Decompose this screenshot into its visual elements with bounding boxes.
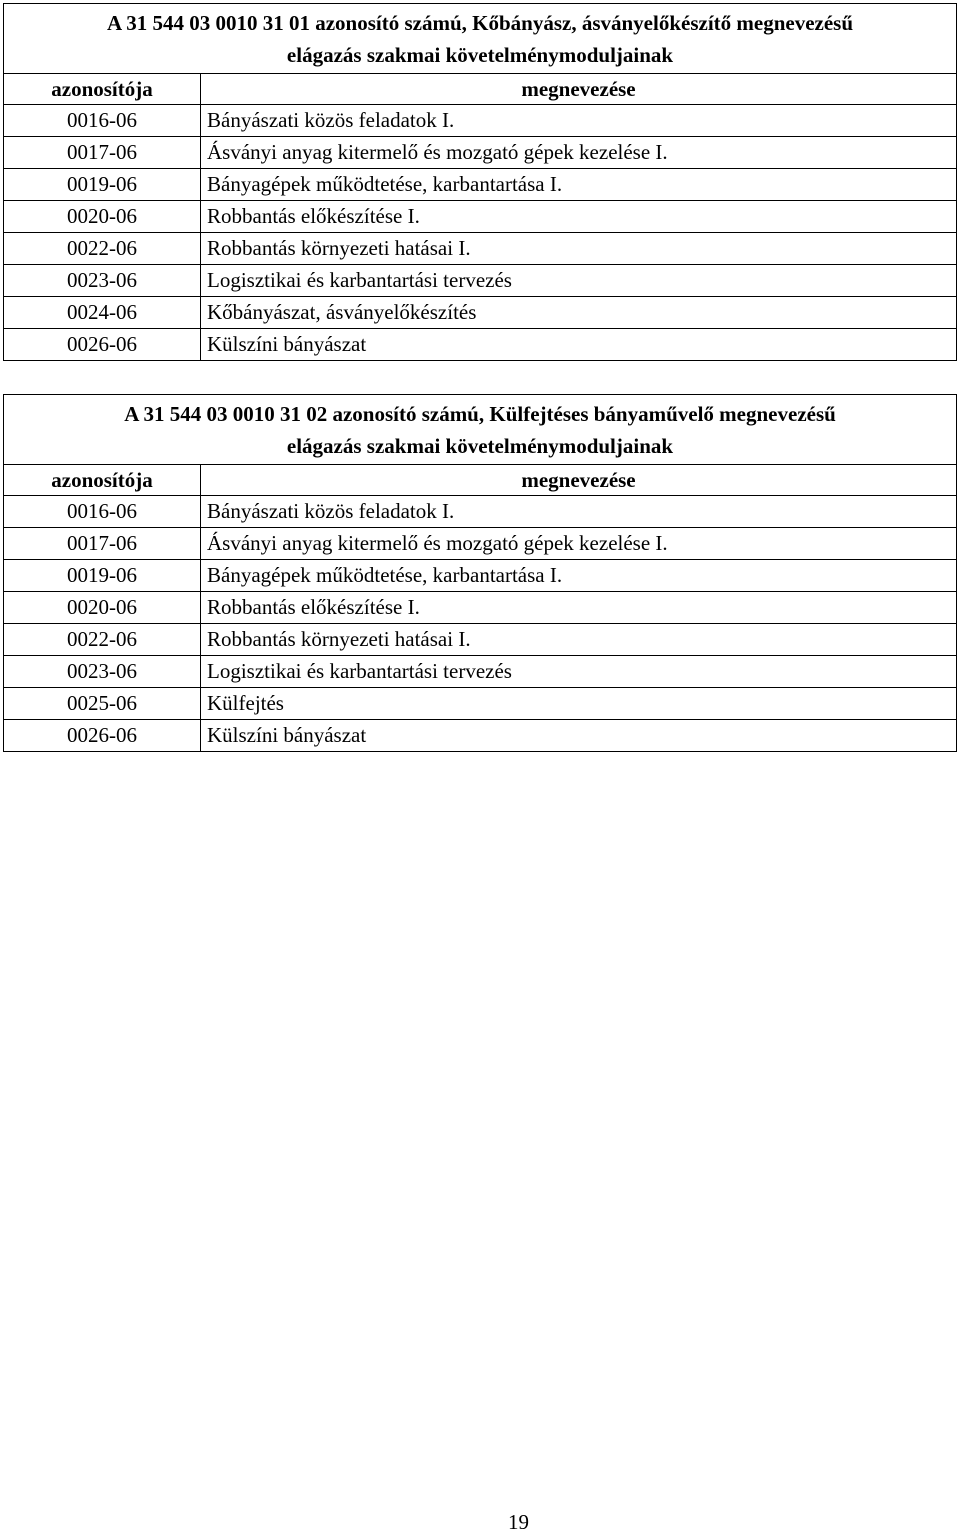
table-row [4, 656, 957, 688]
module-name: Logisztikai és karbantartási tervezés [201, 265, 957, 297]
module-code: 0024-06 [4, 297, 201, 329]
module-code: 0020-06 [4, 592, 201, 624]
table-row [4, 688, 957, 720]
module-code: 0016-06 [4, 496, 201, 528]
table-row [4, 233, 957, 265]
column-header-code: azonosítója [4, 465, 201, 496]
table-row [4, 297, 957, 329]
module-code: 0022-06 [4, 233, 201, 265]
table-row [4, 137, 957, 169]
column-header-name: megnevezése [201, 465, 957, 496]
module-name: Kőbányászat, ásványelőkészítés [201, 297, 957, 329]
table-row [4, 265, 957, 297]
module-name: Robbantás környezeti hatásai I. [201, 233, 957, 265]
module-name: Robbantás előkészítése I. [201, 592, 957, 624]
table-row [4, 169, 957, 201]
table-row [4, 560, 957, 592]
module-name: Bányászati közös feladatok I. [201, 105, 957, 137]
table-row [4, 624, 957, 656]
table-row [4, 329, 957, 361]
table-row [4, 720, 957, 752]
module-code: 0025-06 [4, 688, 201, 720]
table-title-line-1: A 31 544 03 0010 31 01 azonosító számú, Kőbányász, ásványelőkészítő megnevezésű [106, 10, 854, 35]
table-header-row [4, 465, 957, 496]
module-code: 0023-06 [4, 656, 201, 688]
module-name: Külfejtés [201, 688, 957, 720]
column-header-code: azonosítója [4, 74, 201, 105]
table-row [4, 528, 957, 560]
table-row [4, 201, 957, 233]
module-name: Ásványi anyag kitermelő és mozgató gépek kezelése I. [201, 137, 957, 169]
module-code: 0019-06 [4, 169, 201, 201]
module-code: 0020-06 [4, 201, 201, 233]
module-code: 0017-06 [4, 528, 201, 560]
module-code: 0026-06 [4, 329, 201, 361]
module-code: 0022-06 [4, 624, 201, 656]
page-number: 19 [508, 1510, 529, 1534]
table-title-row [4, 395, 957, 465]
table-title-line-2: elágazás szakmai követelménymoduljainak [286, 42, 674, 67]
module-table-02 [3, 394, 957, 752]
module-name: Logisztikai és karbantartási tervezés [201, 656, 957, 688]
module-name: Robbantás környezeti hatásai I. [201, 624, 957, 656]
module-name: Külszíni bányászat [201, 329, 957, 361]
table-row [4, 105, 957, 137]
module-name: Külszíni bányászat [201, 720, 957, 752]
column-header-name: megnevezése [201, 74, 957, 105]
module-code: 0026-06 [4, 720, 201, 752]
table-title [4, 4, 957, 74]
module-code: 0016-06 [4, 105, 201, 137]
table-title-row [4, 4, 957, 74]
module-code: 0019-06 [4, 560, 201, 592]
module-table-01 [3, 3, 957, 361]
table-title-line-1: A 31 544 03 0010 31 02 azonosító számú, Külfejtéses bányaművelő megnevezésű [124, 401, 836, 426]
module-name: Robbantás előkészítése I. [201, 201, 957, 233]
module-name: Bányászati közös feladatok I. [201, 496, 957, 528]
module-code: 0017-06 [4, 137, 201, 169]
table-row [4, 592, 957, 624]
module-name: Ásványi anyag kitermelő és mozgató gépek kezelése I. [201, 528, 957, 560]
table-title-line-2: elágazás szakmai követelménymoduljainak [286, 433, 674, 458]
table-title [4, 395, 957, 465]
module-name: Bányagépek működtetése, karbantartása I. [201, 560, 957, 592]
table-header-row [4, 74, 957, 105]
module-name: Bányagépek működtetése, karbantartása I. [201, 169, 957, 201]
table-row [4, 496, 957, 528]
module-code: 0023-06 [4, 265, 201, 297]
